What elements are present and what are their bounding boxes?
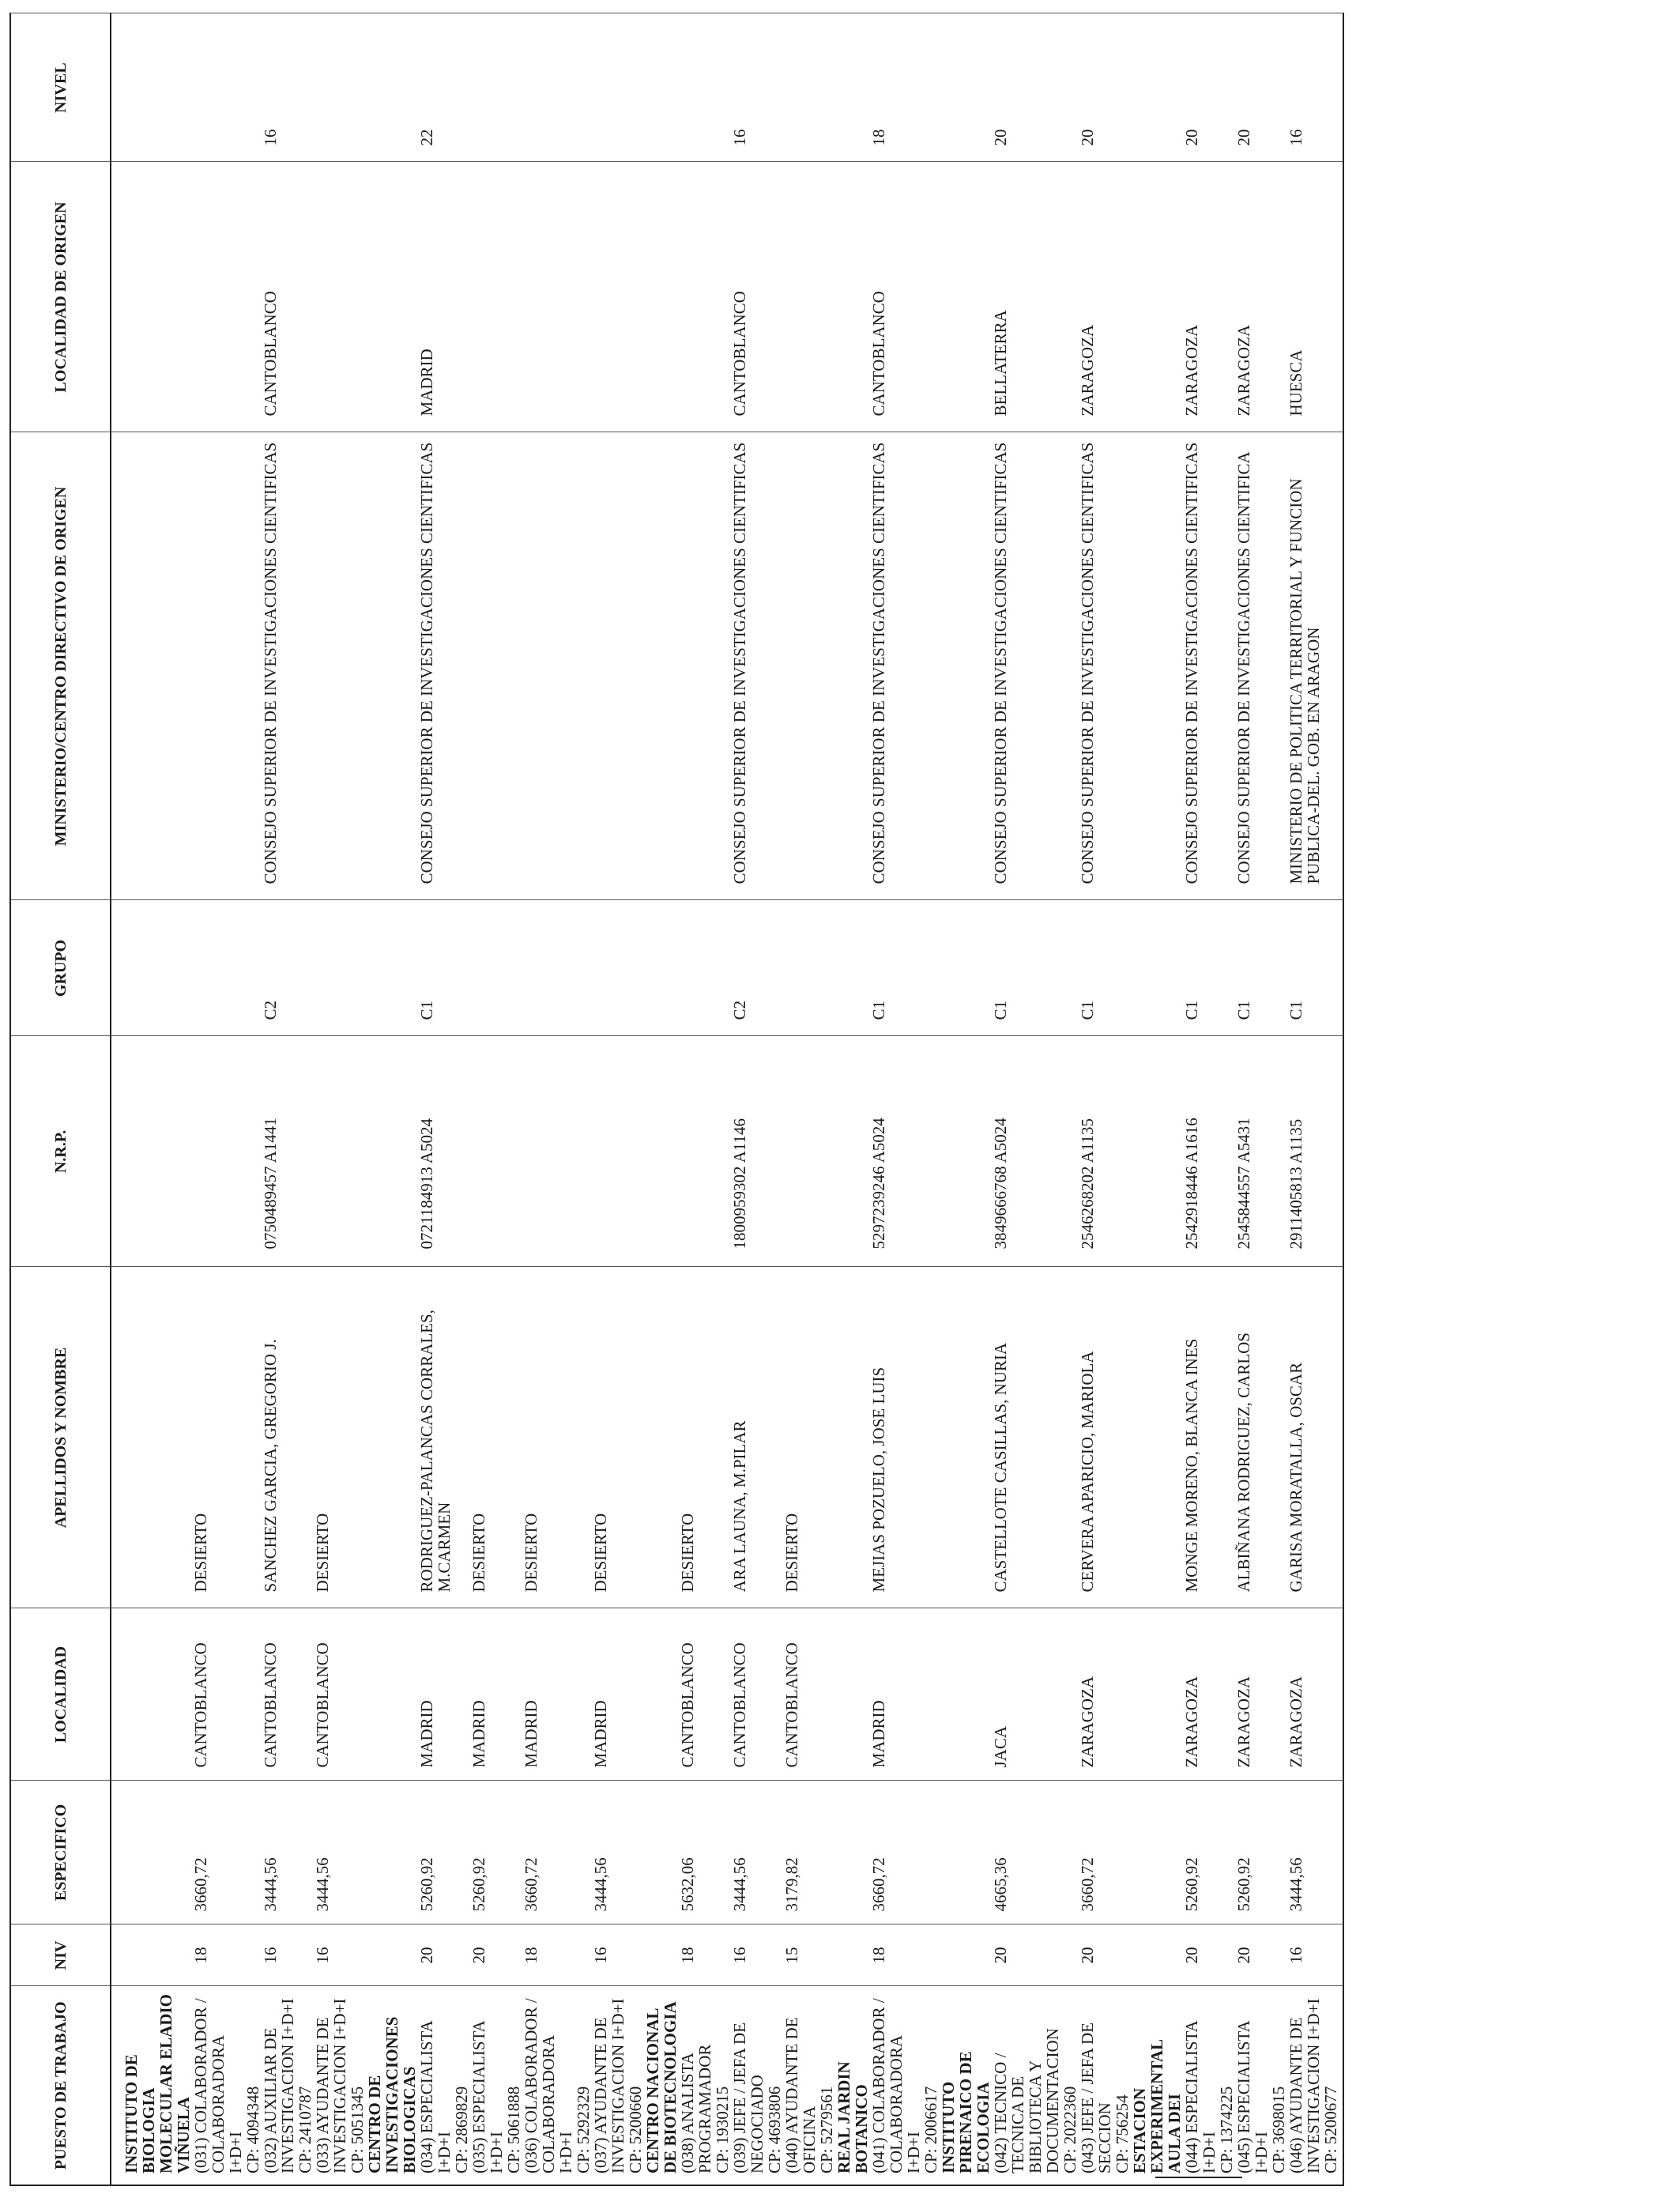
empty-cell [835,1924,870,1986]
ministerio-cell [783,432,835,900]
especifico-cell: 3179,82 [783,1781,835,1924]
positions-table [9,13,1344,2187]
puesto-label: (045) ESPECIALISTA I+D+I [1234,2021,1271,2173]
cp-code: CP: 5292329 [574,2086,593,2173]
ministerio-cell: CONSEJO SUPERIOR DE INVESTIGACIONES CIENTIFICAS [992,432,1079,900]
localidad-cell: CANTOBLANCO [262,1608,314,1781]
section-cell [940,1986,992,2185]
nivel-cell: 20 [1235,13,1287,162]
localidad-origen-cell: ZARAGOZA [1079,162,1131,432]
localidad-origen-cell [783,162,835,432]
left-rule-extension [1155,2177,1242,2178]
puesto-cell [679,1986,731,2185]
empty-cell [940,162,992,432]
apellidos-cell: MEJIAS POZUELO, JOSE LUIS [870,1267,940,1608]
niv-cell: 20 [1079,1924,1131,1986]
grupo-cell: C2 [731,900,783,1036]
especifico-cell: 5260,92 [1235,1781,1287,1924]
empty-cell [835,1781,870,1924]
puesto-cell [1079,1986,1131,2185]
localidad-origen-cell: CANTOBLANCO [731,162,783,432]
table-row [679,13,731,2185]
section-title: CENTRO NACIONAL DE BIOTECNOLOGIA [643,2001,680,2173]
section-row [111,13,192,2185]
cp-code: CP: 1374225 [1217,2086,1236,2173]
empty-cell [940,1036,992,1267]
empty-cell [940,900,992,1036]
empty-cell [1131,900,1183,1036]
header-nivel: NIVEL [10,13,111,162]
nivel-cell [592,13,644,162]
table-row [1079,13,1131,2185]
section-row [1131,13,1183,2185]
section-title: INSTITUTO PIRENAICO DE ECOLOGIA [939,2051,993,2173]
section-title: CENTRO DE INVESTIGACIONES BIOLOGICAS [365,2016,419,2173]
localidad-cell: ZARAGOZA [1235,1608,1287,1781]
table-row [192,13,262,2185]
table-row [783,13,835,2185]
header-nrp: N.R.P. [10,1036,111,1267]
section-cell [835,1986,870,2185]
ministerio-cell: CONSEJO SUPERIOR DE INVESTIGACIONES CIENTIFICA [1235,432,1287,900]
empty-cell [644,1924,679,1986]
localidad-origen-cell: ZARAGOZA [1235,162,1287,432]
localidad-origen-cell [314,162,366,432]
nivel-cell: 16 [1287,13,1343,162]
puesto-cell [870,1986,940,2185]
niv-cell: 20 [1235,1924,1287,1986]
header-localidad: LOCALIDAD [10,1608,111,1781]
niv-cell: 16 [262,1924,314,1986]
empty-cell [111,162,192,432]
puesto-label: (043) JEFE / JEFA DE SECCION [1078,2022,1114,2173]
grupo-cell [314,900,366,1036]
nivel-cell: 20 [1183,13,1235,162]
especifico-cell: 5260,92 [1183,1781,1235,1924]
table-row [1183,13,1235,2185]
nrp-cell: 2542918446 A1616 [1183,1036,1235,1267]
localidad-cell: ZARAGOZA [1287,1608,1343,1781]
localidad-cell: MADRID [592,1608,644,1781]
especifico-cell: 3660,72 [522,1781,592,1924]
apellidos-cell: ARA LAUNA, M.PILAR [731,1267,783,1608]
empty-cell [111,13,192,162]
nrp-cell [783,1036,835,1267]
puesto-cell [1287,1986,1343,2185]
nrp-cell [592,1036,644,1267]
localidad-origen-cell: BELLATERRA [992,162,1079,432]
nrp-cell [679,1036,731,1267]
table-row [522,13,592,2185]
empty-cell [366,13,418,162]
puesto-label: (034) ESPECIALISTA I+D+I [417,2021,454,2173]
puesto-cell [1183,1986,1235,2185]
empty-cell [111,900,192,1036]
table-row [314,13,366,2185]
table-header-row [10,13,111,2185]
ministerio-cell: CONSEJO SUPERIOR DE INVESTIGACIONES CIENTIFICAS [1079,432,1131,900]
grupo-cell [592,900,644,1036]
especifico-cell: 3444,56 [731,1781,783,1924]
empty-cell [111,1267,192,1608]
cp-code: CP: 5061888 [504,2086,523,2173]
especifico-cell: 4665,36 [992,1781,1079,1924]
empty-cell [835,162,870,432]
apellidos-cell: DESIERTO [470,1267,522,1608]
empty-cell [644,13,679,162]
apellidos-cell: DESIERTO [679,1267,731,1608]
localidad-cell: ZARAGOZA [1183,1608,1235,1781]
nrp-cell: 1800959302 A1146 [731,1036,783,1267]
niv-cell: 20 [470,1924,522,1986]
grupo-cell [679,900,731,1036]
grupo-cell: C1 [870,900,940,1036]
empty-cell [940,13,992,162]
section-row [835,13,870,2185]
empty-cell [366,1036,418,1267]
cp-code: CP: 4693806 [765,2086,784,2173]
empty-cell [644,1267,679,1608]
apellidos-cell: MONGE MORENO, BLANCA INES [1183,1267,1235,1608]
nivel-cell [679,13,731,162]
empty-cell [366,1608,418,1781]
empty-cell [835,1608,870,1781]
empty-cell [835,13,870,162]
apellidos-cell: DESIERTO [314,1267,366,1608]
nivel-cell: 22 [418,13,470,162]
puesto-cell [731,1986,783,2185]
empty-cell [1131,1924,1183,1986]
localidad-cell: CANTOBLANCO [731,1608,783,1781]
cp-code: CP: 5051345 [348,2086,367,2173]
cp-code: CP: 756254 [1113,2094,1132,2173]
nrp-cell [470,1036,522,1267]
puesto-label: (035) ESPECIALISTA I+D+I [469,2021,506,2173]
ministerio-cell: MINISTERIO DE POLITICA TERRITORIAL Y FUNCION PUBLICA-DEL. GOB. EN ARAGON [1287,432,1343,900]
localidad-origen-cell: ZARAGOZA [1183,162,1235,432]
empty-cell [835,1267,870,1608]
niv-cell: 15 [783,1924,835,1986]
especifico-cell: 5260,92 [470,1781,522,1924]
localidad-origen-cell [522,162,592,432]
empty-cell [835,900,870,1036]
localidad-origen-cell [470,162,522,432]
puesto-cell [522,1986,592,2185]
localidad-cell: CANTOBLANCO [192,1608,262,1781]
puesto-label: (046) AYUDANTE DE INVESTIGACION I+D+I [1286,1998,1323,2173]
apellidos-cell: CERVERA APARICIO, MARIOLA [1079,1267,1131,1608]
cp-code: CP: 2022360 [1060,2086,1079,2173]
section-row [940,13,992,2185]
document-page [9,14,1340,2186]
empty-cell [366,1267,418,1608]
table-row [592,13,644,2185]
nivel-cell: 20 [1079,13,1131,162]
niv-cell: 20 [1183,1924,1235,1986]
puesto-label: (036) COLABORADOR / COLABORADORA I+D+I [522,1998,575,2173]
empty-cell [940,1924,992,1986]
table-row [1235,13,1287,2185]
grupo-cell [192,900,262,1036]
grupo-cell: C1 [1079,900,1131,1036]
ministerio-cell: CONSEJO SUPERIOR DE INVESTIGACIONES CIENTIFICAS [731,432,783,900]
niv-cell: 18 [522,1924,592,1986]
puesto-cell [470,1986,522,2185]
apellidos-cell: DESIERTO [592,1267,644,1608]
niv-cell: 20 [992,1924,1079,1986]
section-title: REAL JARDIN BOTANICO [834,2061,871,2173]
section-title: INSTITUTO DE BIOLOGIA MOLECULAR ELADIO VIÑUELA [122,1994,193,2173]
cp-code: CP: 1930215 [713,2086,732,2173]
grupo-cell: C1 [1235,900,1287,1036]
niv-cell: 16 [314,1924,366,1986]
table-row [1287,13,1343,2185]
puesto-label: (032) AUXILIAR DE INVESTIGACION I+D+I [261,1998,297,2173]
header-localidad-origen: LOCALIDAD DE ORIGEN [10,162,111,432]
especifico-cell: 3444,56 [262,1781,314,1924]
cp-code: CP: 4094348 [243,2086,262,2173]
empty-cell [1131,1267,1183,1608]
apellidos-cell: DESIERTO [192,1267,262,1608]
empty-cell [366,432,418,900]
puesto-label: (044) ESPECIALISTA I+D+I [1182,2021,1219,2173]
puesto-cell [314,1986,366,2185]
ministerio-cell: CONSEJO SUPERIOR DE INVESTIGACIONES CIENTIFICAS [1183,432,1235,900]
grupo-cell: C1 [992,900,1079,1036]
empty-cell [111,1781,192,1924]
niv-cell: 16 [731,1924,783,1986]
empty-cell [366,1781,418,1924]
empty-cell [111,1036,192,1267]
puesto-cell [1235,1986,1287,2185]
grupo-cell: C1 [1287,900,1343,1036]
cp-code: CP: 2006617 [921,2086,940,2173]
grupo-cell [470,900,522,1036]
nrp-cell: 3849666768 A5024 [992,1036,1079,1267]
table-row [731,13,783,2185]
table-row [418,13,470,2185]
apellidos-cell: CASTELLOTE CASILLAS, NURIA [992,1267,1079,1608]
empty-cell [1131,1608,1183,1781]
localidad-cell: MADRID [418,1608,470,1781]
header-apellidos: APELLIDOS Y NOMBRE [10,1267,111,1608]
section-row [366,13,418,2185]
localidad-cell: MADRID [470,1608,522,1781]
nrp-cell: 0750489457 A1441 [262,1036,314,1267]
empty-cell [111,1924,192,1986]
header-niv: NIV [10,1924,111,1986]
puesto-label: (033) AYUDANTE DE INVESTIGACION I+D+I [313,1998,349,2173]
ministerio-cell: CONSEJO SUPERIOR DE INVESTIGACIONES CIENTIFICAS [262,432,314,900]
puesto-cell [192,1986,262,2185]
empty-cell [644,1036,679,1267]
localidad-cell: CANTOBLANCO [314,1608,366,1781]
cp-code: CP: 5279561 [817,2086,836,2173]
niv-cell: 18 [192,1924,262,1986]
cp-code: CP: 5200660 [626,2086,645,2173]
especifico-cell: 5632,06 [679,1781,731,1924]
cp-code: CP: 3698015 [1269,2086,1288,2173]
localidad-origen-cell: CANTOBLANCO [870,162,940,432]
niv-cell: 16 [1287,1924,1343,1986]
ministerio-cell [679,432,731,900]
puesto-cell [262,1986,314,2185]
ministerio-cell: CONSEJO SUPERIOR DE INVESTIGACIONES CIENTIFICAS [870,432,940,900]
localidad-cell: JACA [992,1608,1079,1781]
localidad-origen-cell [592,162,644,432]
cp-code: CP: 2869829 [452,2086,471,2173]
nrp-cell: 2911405813 A1135 [1287,1036,1343,1267]
table-row [870,13,940,2185]
puesto-cell [783,1986,835,2185]
section-cell [366,1986,418,2185]
localidad-cell: MADRID [522,1608,592,1781]
especifico-cell: 3660,72 [870,1781,940,1924]
empty-cell [111,432,192,900]
puesto-label: (041) COLABORADOR / COLABORADORA I+D+I [869,1998,923,2173]
niv-cell: 16 [592,1924,644,1986]
section-cell [111,1986,192,2185]
puesto-cell [992,1986,1079,2185]
apellidos-cell: ALBIÑANA RODRIGUEZ, CARLOS [1235,1267,1287,1608]
localidad-cell: MADRID [870,1608,940,1781]
section-cell [1131,1986,1183,2185]
empty-cell [644,1781,679,1924]
empty-cell [1131,13,1183,162]
nivel-cell: 18 [870,13,940,162]
empty-cell [644,162,679,432]
nivel-cell: 16 [262,13,314,162]
grupo-cell [522,900,592,1036]
ministerio-cell [192,432,262,900]
puesto-label: (039) JEFE / JEFA DE NEGOCIADO [730,2022,767,2173]
localidad-origen-cell: HUESCA [1287,162,1343,432]
empty-cell [1131,1036,1183,1267]
especifico-cell: 3660,72 [1079,1781,1131,1924]
especifico-cell: 3444,56 [314,1781,366,1924]
nrp-cell: 2546268202 A1135 [1079,1036,1131,1267]
especifico-cell: 5260,92 [418,1781,470,1924]
nivel-cell: 20 [992,13,1079,162]
nivel-cell [522,13,592,162]
puesto-label: (031) COLABORADOR / COLABORADORA I+D+I [191,1998,245,2173]
localidad-origen-cell: CANTOBLANCO [262,162,314,432]
puesto-label: (042) TECNICO / TECNICA DE BIBLIOTECA Y DOCUMENTACION [991,2028,1062,2173]
empty-cell [1131,1781,1183,1924]
table-row [262,13,314,2185]
ministerio-cell [592,432,644,900]
apellidos-cell: RODRIGUEZ-PALANCAS CORRALES, M.CARMEN [418,1267,470,1608]
especifico-cell: 3444,56 [1287,1781,1343,1924]
grupo-cell [783,900,835,1036]
especifico-cell: 3660,72 [192,1781,262,1924]
puesto-cell [418,1986,470,2185]
localidad-cell: CANTOBLANCO [679,1608,731,1781]
table-row [470,13,522,2185]
localidad-cell: ZARAGOZA [1079,1608,1131,1781]
empty-cell [111,1608,192,1781]
localidad-origen-cell [192,162,262,432]
nrp-cell [192,1036,262,1267]
puesto-label: (040) AYUDANTE DE OFICINA [782,2017,819,2173]
empty-cell [940,1781,992,1924]
nivel-cell [314,13,366,162]
header-puesto: PUESTO DE TRABAJO [10,1986,111,2185]
nrp-cell: 0721184913 A5024 [418,1036,470,1267]
especifico-cell: 3444,56 [592,1781,644,1924]
empty-cell [366,1924,418,1986]
empty-cell [1131,432,1183,900]
niv-cell: 18 [679,1924,731,1986]
nivel-cell [783,13,835,162]
empty-cell [835,432,870,900]
section-title: ESTACION EXPERIMENTAL AULA DEI [1130,2040,1184,2173]
localidad-origen-cell: MADRID [418,162,470,432]
cp-code: CP: 5200677 [1321,2086,1340,2173]
header-ministerio: MINISTERIO/CENTRO DIRECTIVO DE ORIGEN [10,432,111,900]
empty-cell [644,1608,679,1781]
table-body [111,13,1343,2185]
empty-cell [835,1036,870,1267]
ministerio-cell [522,432,592,900]
grupo-cell: C1 [418,900,470,1036]
empty-cell [1131,162,1183,432]
puesto-label: (037) AYUDANTE DE INVESTIGACION I+D+I [591,1998,627,2173]
apellidos-cell: GARISA MORATALLA, OSCAR [1287,1267,1343,1608]
empty-cell [940,1608,992,1781]
nivel-cell [192,13,262,162]
localidad-cell: CANTOBLANCO [783,1608,835,1781]
empty-cell [940,432,992,900]
puesto-cell [592,1986,644,2185]
empty-cell [644,432,679,900]
puesto-label: (038) ANALISTA PROGRAMADOR [678,2044,714,2173]
localidad-origen-cell [679,162,731,432]
nrp-cell: 2545844557 A5431 [1235,1036,1287,1267]
nrp-cell [314,1036,366,1267]
grupo-cell: C2 [262,900,314,1036]
ministerio-cell [314,432,366,900]
empty-cell [366,900,418,1036]
nrp-cell [522,1036,592,1267]
niv-cell: 20 [418,1924,470,1986]
cp-code: CP: 2410787 [296,2086,315,2173]
apellidos-cell: DESIERTO [522,1267,592,1608]
nrp-cell: 5297239246 A5024 [870,1036,940,1267]
apellidos-cell: SANCHEZ GARCIA, GREGORIO J. [262,1267,314,1608]
section-cell [644,1986,679,2185]
empty-cell [940,1267,992,1608]
header-especifico: ESPECIFICO [10,1781,111,1924]
nivel-cell: 16 [731,13,783,162]
header-grupo: GRUPO [10,900,111,1036]
ministerio-cell: CONSEJO SUPERIOR DE INVESTIGACIONES CIENTIFICAS [418,432,470,900]
table-row [992,13,1079,2185]
grupo-cell: C1 [1183,900,1235,1036]
section-row [644,13,679,2185]
apellidos-cell: DESIERTO [783,1267,835,1608]
empty-cell [644,900,679,1036]
niv-cell: 18 [870,1924,940,1986]
ministerio-cell [470,432,522,900]
nivel-cell [470,13,522,162]
empty-cell [366,162,418,432]
